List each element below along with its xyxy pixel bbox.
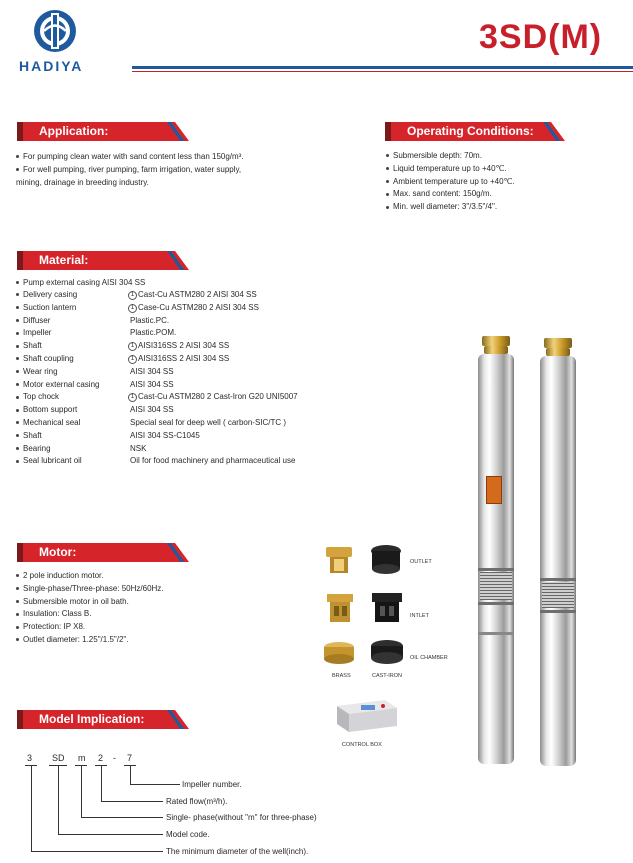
cast-iron-oil-chamber-part bbox=[369, 638, 405, 666]
material-row-name: Wear ring bbox=[16, 367, 58, 376]
material-row-name: Motor external casing bbox=[16, 380, 99, 389]
cast-iron-inlet-part bbox=[369, 590, 405, 626]
material-row-value: AISI 304 SS-C1045 bbox=[130, 430, 200, 440]
brass-label: BRASS bbox=[332, 673, 351, 679]
material-row-value: 1 Case-Cu ASTM280 2 AISI 304 SS bbox=[128, 303, 259, 313]
logo bbox=[32, 8, 78, 54]
material-title: Material: bbox=[39, 253, 89, 267]
cast-iron-label: CAST-IRON bbox=[372, 673, 402, 679]
code-part-phase: m bbox=[78, 753, 86, 763]
brass-oil-chamber-part bbox=[322, 640, 356, 666]
inlet-label: INTLET bbox=[410, 613, 429, 619]
material-row-name: Shaft bbox=[16, 431, 42, 440]
code-part-dash: - bbox=[113, 753, 116, 763]
pump-image-right bbox=[538, 338, 578, 768]
material-row-value: AISI 304 SS bbox=[130, 405, 174, 415]
material-row-name: Bearing bbox=[16, 444, 51, 453]
material-row-name: Shaft bbox=[16, 341, 42, 350]
material-row-value: AISI 304 SS bbox=[130, 366, 174, 376]
control-box-label: CONTROL BOX bbox=[342, 742, 382, 748]
material-row-value: 1 AISI316SS 2 AISI 304 SS bbox=[128, 354, 229, 364]
meaning-impeller: Impeller number. bbox=[182, 780, 242, 789]
list-item: Single-phase/Three-phase: 50Hz/60Hz. bbox=[16, 583, 164, 596]
list-item: Submersible motor in oil bath. bbox=[16, 596, 164, 609]
brass-inlet-part bbox=[324, 592, 356, 626]
list-item: Protection: IP X8. bbox=[16, 621, 164, 634]
material-row-name: Suction lantern bbox=[16, 303, 76, 312]
list-item: Ambient temperature up to +40℃. bbox=[386, 176, 515, 189]
code-part-diameter: 3 bbox=[27, 753, 33, 763]
material-row-name: Impeller bbox=[16, 328, 51, 337]
application-line-3: mining, drainage in breeding industry. bbox=[16, 178, 149, 187]
motor-list bbox=[16, 570, 164, 647]
meaning-model-code: Model code. bbox=[166, 830, 210, 839]
material-row-name: Bottom support bbox=[16, 405, 77, 414]
code-part-flow: 2 bbox=[98, 753, 104, 763]
control-box-image bbox=[331, 698, 401, 734]
code-part-impeller: 7 bbox=[127, 753, 133, 763]
section-header-motor bbox=[17, 543, 189, 562]
section-header-material bbox=[17, 251, 189, 270]
material-row-value: Plastic.PC. bbox=[130, 315, 170, 325]
code-part-model: SD bbox=[52, 753, 65, 763]
material-row-value: 1 Cast-Cu ASTM280 2 AISI 304 SS bbox=[128, 290, 257, 300]
logo-icon bbox=[32, 8, 78, 54]
model-title: 3SD(M) bbox=[479, 18, 603, 56]
material-row-value: AISI 304 SS bbox=[130, 379, 174, 389]
operating-title: Operating Conditions: bbox=[407, 124, 534, 138]
material-row-value: NSK bbox=[130, 443, 147, 453]
material-row-value: Plastic.POM. bbox=[130, 328, 177, 338]
material-row-value: 1 AISI316SS 2 AISI 304 SS bbox=[128, 341, 229, 351]
list-item: Min. well diameter: 3"/3.5"/4". bbox=[386, 201, 515, 214]
meaning-diameter: The minimum diameter of the well(inch). bbox=[166, 847, 309, 856]
application-line-1: For pumping clean water with sand content less than 150g/m³. bbox=[16, 151, 244, 164]
material-row-name: Diffuser bbox=[16, 316, 50, 325]
header-line-red bbox=[132, 71, 633, 72]
cast-iron-outlet-part bbox=[368, 543, 404, 575]
operating-list bbox=[386, 150, 515, 214]
list-item: Submersible depth: 70m. bbox=[386, 150, 515, 163]
list-item: Liquid temperature up to +40℃. bbox=[386, 163, 515, 176]
material-row-name: Top chock bbox=[16, 392, 59, 401]
material-row-value: Special seal for deep well ( carbon-SIC/TC ) bbox=[130, 418, 287, 427]
application-line-2: For well pumping, river pumping, farm irrigation, water supply, bbox=[16, 164, 241, 177]
motor-title: Motor: bbox=[39, 545, 77, 559]
meaning-phase: Single- phase(without "m" for three-phase) bbox=[166, 813, 317, 822]
outlet-label: OUTLET bbox=[410, 559, 432, 565]
material-row-value: 1 Cast-Cu ASTM280 2 Cast-Iron G20 UNI5007 bbox=[128, 392, 298, 402]
list-item: 2 pole induction motor. bbox=[16, 570, 164, 583]
material-first-line: Pump external casing AISI 304 SS bbox=[16, 277, 145, 290]
application-title: Application: bbox=[39, 124, 109, 138]
material-row-name: Delivery casing bbox=[16, 290, 77, 299]
material-row-name: Seal lubricant oil bbox=[16, 456, 82, 465]
header-line-blue bbox=[132, 66, 633, 69]
section-header-model-implication bbox=[17, 710, 189, 729]
meaning-flow: Rated flow(m³/h). bbox=[166, 797, 228, 806]
brass-outlet-part bbox=[322, 545, 356, 575]
material-row-name: Shaft coupling bbox=[16, 354, 74, 363]
material-row-name: Mechanical seal bbox=[16, 418, 80, 427]
brand-name: HADIYA bbox=[19, 58, 84, 74]
list-item: Outlet diameter: 1.25"/1.5"/2". bbox=[16, 634, 164, 647]
material-row-value: Oil for food machinery and pharmaceutical use bbox=[130, 456, 296, 466]
section-header-application bbox=[17, 122, 189, 141]
section-header-operating bbox=[385, 122, 565, 141]
list-item: Max. sand content: 150g/m. bbox=[386, 188, 515, 201]
list-item: Insulation: Class B. bbox=[16, 608, 164, 621]
model-implication-title: Model Implication: bbox=[39, 712, 145, 726]
pump-image-left bbox=[476, 336, 516, 766]
oil-chamber-label: OIL CHAMBER bbox=[410, 655, 448, 661]
